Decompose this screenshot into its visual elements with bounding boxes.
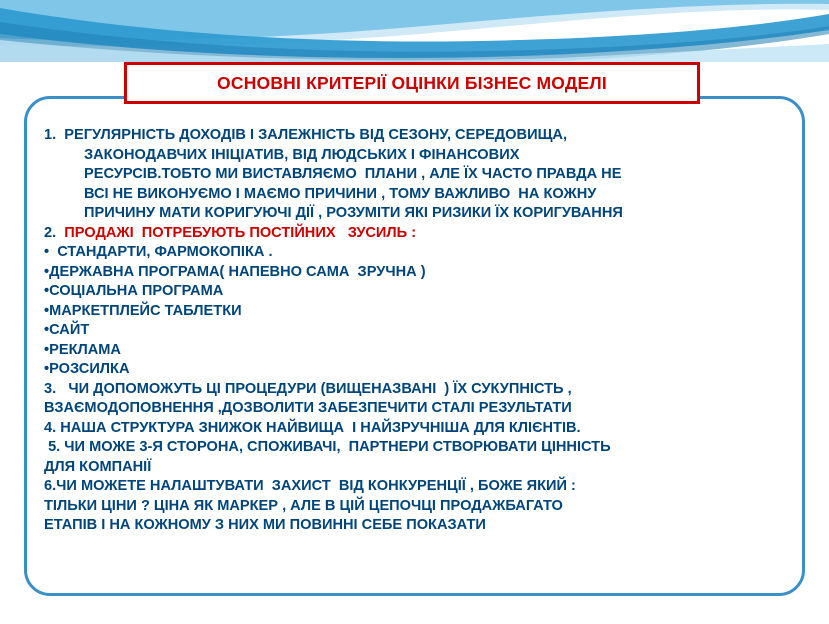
item1-line1: РЕГУЛЯРНІСТЬ ДОХОДІВ І ЗАЛЕЖНІСТЬ ВІД СЕЗОНУ, СЕРЕДОВИЩА,	[64, 127, 568, 143]
list-item: •САЙТ	[44, 322, 90, 338]
item6-line1: 6.ЧИ МОЖЕТЕ НАЛАШТУВАТИ ЗАХИСТ ВІД КОНКУРЕНЦІЇ , БОЖЕ ЯКИЙ :	[44, 478, 576, 494]
item3-line1: 3. ЧИ ДОПОМОЖУТЬ ЦІ ПРОЦЕДУРИ (ВИЩЕНАЗВАНІ ) ЇХ СУКУПНІСТЬ ,	[44, 380, 572, 397]
item2-heading: ПРОДАЖІ ПОТРЕБУЮТЬ ПОСТІЙНИХ ЗУСИЛЬ :	[64, 224, 417, 241]
list-item: •СОЦІАЛЬНА ПРОГРАМА	[44, 283, 224, 299]
list-item: •РОЗСИЛКА	[44, 361, 130, 377]
item5-line1: 5. ЧИ МОЖЕ 3-Я СТОРОНА, СПОЖИВАЧІ, ПАРТНЕРИ СТВОРЮВАТИ ЦІННІСТЬ	[44, 439, 611, 455]
item5-line2: ДЛЯ КОМПАНІЇ	[44, 458, 152, 475]
slide-body	[44, 126, 789, 536]
list-item: •МАРКЕТПЛЕЙС ТАБЛЕТКИ	[44, 302, 242, 319]
slide-title-box	[124, 62, 700, 104]
item1-number: 1.	[44, 127, 57, 143]
list-item	[44, 126, 789, 146]
banner-swoosh-graphic	[0, 0, 829, 62]
item1-line4: ВСІ НЕ ВИКОНУЄМО І МАЄМО ПРИЧИНИ , ТОМУ ВАЖЛИВО НА КОЖНУ	[84, 185, 597, 202]
item6-line3: ЕТАПІВ І НА КОЖНОМУ З НИХ МИ ПОВИННІ СЕБЕ ПОКАЗАТИ	[44, 517, 486, 533]
list-item: •РЕКЛАМА	[44, 341, 121, 358]
item1-line3: РЕСУРСІВ.ТОБТО МИ ВИСТАВЛЯЄМО ПЛАНИ , АЛЕ ЇХ ЧАСТО ПРАВДА НЕ	[84, 166, 622, 182]
page-title: ОСНОВНІ КРИТЕРІЇ ОЦІНКИ БІЗНЕС МОДЕЛІ	[217, 72, 607, 93]
item3-line2: ВЗАЄМОДОПОВНЕННЯ ,ДОЗВОЛИТИ ЗАБЕЗПЕЧИТИ СТАЛІ РЕЗУЛЬТАТИ	[44, 400, 572, 416]
decorative-banner	[0, 0, 829, 62]
list-item: •ДЕРЖАВНА ПРОГРАМА( НАПЕВНО САМА ЗРУЧНА )	[44, 263, 426, 280]
item1-line5: ПРИЧИНУ МАТИ КОРИГУЮЧІ ДІЇ , РОЗУМІТИ ЯКІ РИЗИКИ ЇХ КОРИГУВАННЯ	[84, 205, 623, 221]
list-item: • СТАНДАРТИ, ФАРМОКОПІКА .	[44, 244, 273, 260]
item6-line2: ТІЛЬКИ ЦІНИ ? ЦІНА ЯК МАРКЕР , АЛЕ В ЦІЙ ЦЕПОЧЦІ ПРОДАЖБАГАТО	[44, 497, 563, 514]
item2-number: 2.	[44, 224, 57, 241]
item1-line2: ЗАКОНОДАВЧИХ ІНІЦІАТИВ, ВІД ЛЮДСЬКИХ І ФІНАНСОВИХ	[84, 146, 520, 163]
list-item	[44, 224, 789, 244]
item4-line1: 4. НАША СТРУКТУРА ЗНИЖОК НАЙВИЩА І НАЙЗРУЧНІША ДЛЯ КЛІЄНТІВ.	[44, 419, 581, 436]
